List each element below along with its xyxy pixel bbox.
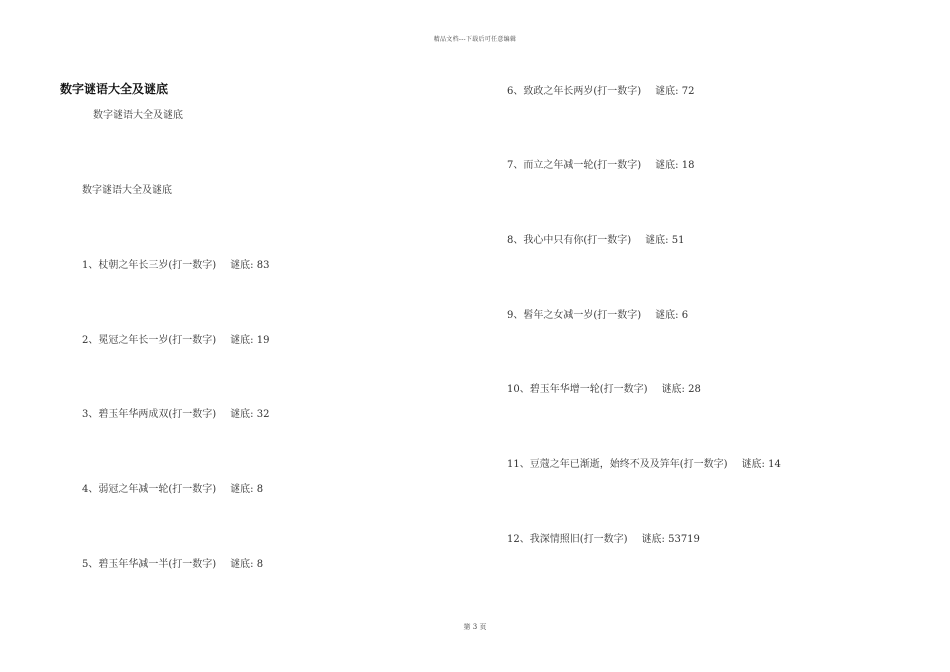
riddle-item — [507, 380, 701, 395]
riddle-question: 6、致政之年长两岁(打一数字) — [507, 86, 642, 97]
answer-label: 谜底: — [645, 235, 669, 246]
answer-label: 谜底: — [655, 86, 679, 97]
riddle-answer: 6 — [681, 310, 689, 321]
riddle-question: 7、而立之年减一轮(打一数字) — [507, 160, 642, 171]
riddle-answer: 19 — [256, 335, 270, 346]
riddle-question: 1、杖朝之年长三岁(打一数字) — [82, 260, 217, 271]
riddle-item — [82, 256, 269, 271]
riddle-question: 8、我心中只有你(打一数字) — [507, 235, 632, 246]
riddle-answer: 28 — [688, 384, 701, 395]
riddle-item — [507, 82, 694, 97]
answer-label: 谜底: — [230, 335, 254, 346]
subtitle: 数字谜语大全及谜底 — [93, 110, 183, 121]
riddle-question: 12、我深情照旧(打一数字) — [507, 534, 628, 545]
riddle-answer: 8 — [256, 559, 264, 570]
answer-label: 谜底: — [230, 484, 254, 495]
riddle-question: 10、碧玉年华增一轮(打一数字) — [507, 384, 648, 395]
riddle-item — [507, 530, 700, 545]
page-number: 第 3 页 — [463, 623, 487, 631]
answer-label: 谜底: — [655, 310, 679, 321]
riddle-answer: 18 — [681, 160, 695, 171]
riddle-answer: 8 — [256, 484, 264, 495]
riddle-item — [82, 331, 269, 346]
answer-label: 谜底: — [655, 160, 679, 171]
riddle-question: 5、碧玉年华减一半(打一数字) — [82, 559, 217, 570]
riddle-question: 9、髫年之女减一岁(打一数字) — [507, 310, 642, 321]
riddle-item — [82, 555, 263, 570]
riddle-answer: 32 — [256, 409, 270, 420]
riddle-answer: 72 — [681, 86, 695, 97]
page-header: 精品文档---下载后可任意编辑 — [433, 36, 517, 43]
answer-label: 谜底: — [230, 409, 254, 420]
answer-label: 谜底: — [661, 384, 685, 395]
riddle-question: 3、碧玉年华两成双(打一数字) — [82, 409, 217, 420]
riddle-question: 2、冕冠之年长一岁(打一数字) — [82, 335, 217, 346]
riddle-item — [507, 231, 684, 246]
riddle-answer: 51 — [671, 235, 685, 246]
riddle-item — [82, 480, 263, 495]
riddle-question: 11、豆蔻之年已渐逝，始终不及及笄年(打一数字) — [507, 459, 728, 470]
riddle-item — [507, 455, 781, 470]
answer-label: 谜底: — [641, 534, 665, 545]
answer-label: 谜底: — [230, 260, 254, 271]
answer-label: 谜底: — [741, 459, 765, 470]
answer-label: 谜底: — [230, 559, 254, 570]
riddle-item — [82, 405, 269, 420]
riddle-question: 4、弱冠之年减一轮(打一数字) — [82, 484, 217, 495]
riddle-item — [507, 306, 688, 321]
riddle-item — [507, 156, 694, 171]
document-title: 数字谜语大全及谜底 — [60, 82, 169, 96]
riddle-answer: 14 — [768, 459, 781, 470]
riddle-answer: 83 — [256, 260, 270, 271]
subtitle: 数字谜语大全及谜底 — [82, 185, 172, 196]
riddle-answer: 53719 — [668, 534, 700, 545]
